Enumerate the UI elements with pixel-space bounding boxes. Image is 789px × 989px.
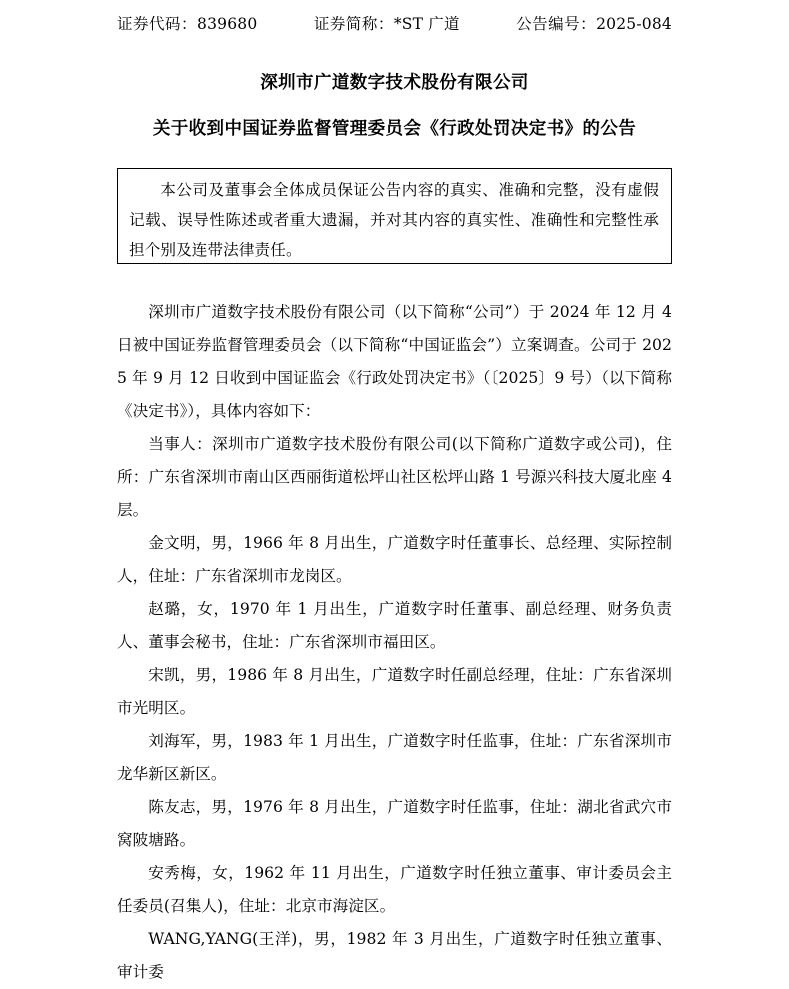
- security-code-label: 证券代码：: [117, 15, 198, 33]
- body-paragraph: 刘海军，男，1983 年 1 月出生，广道数字时任监事，住址：广东省深圳市龙华新区新区。: [117, 732, 672, 783]
- security-abbreviation-value: *ST 广道: [393, 15, 460, 33]
- disclaimer-text: 本公司及董事会全体成员保证公告内容的真实、准确和完整，没有虚假记载、误导性陈述或者重大遗漏，并对其内容的真实性、准确性和完整性承担个别及连带法律责任。: [129, 181, 659, 259]
- body-paragraph: 金文明，男，1966 年 8 月出生，广道数字时任董事长、总经理、实际控制人，住址：广东省深圳市龙岗区。: [117, 534, 672, 585]
- body-paragraph: 陈友志，男，1976 年 8 月出生，广道数字时任监事，住址：湖北省武穴市窝陂塘路。: [117, 798, 672, 849]
- title-company-name: 深圳市广道数字技术股份有限公司: [260, 73, 529, 93]
- body-paragraph: 当事人：深圳市广道数字技术股份有限公司(以下简称广道数字或公司)，住所：广东省深圳市南山区西丽街道松坪山社区松坪山路 1 号源兴科技大厦北座 4 层。: [117, 435, 672, 519]
- body-paragraph: 宋凯，男，1986 年 8 月出生，广道数字时任副总经理，住址：广东省深圳市光明区。: [117, 666, 672, 717]
- notice-number-label: 公告编号：: [516, 15, 597, 33]
- document-header: [117, 13, 672, 35]
- notice-number: [516, 13, 672, 35]
- disclaimer-box: [117, 168, 672, 264]
- body-paragraph: 赵璐，女，1970 年 1 月出生，广道数字时任董事、副总经理、财务负责人、董事会秘书，住址：广东省深圳市福田区。: [117, 600, 672, 651]
- notice-number-value: 2025-084: [596, 15, 672, 33]
- security-code-value: 839680: [197, 15, 258, 33]
- security-code: [117, 13, 257, 35]
- body-paragraph: WANG,YANG(王洋)，男，1982 年 3 月出生，广道数字时任独立董事、审计委: [117, 930, 672, 981]
- body-paragraph: 深圳市广道数字技术股份有限公司（以下简称“公司”）于 2024 年 12 月 4 日被中国证券监督管理委员会（以下简称“中国证监会”）立案调查。公司于 2025 年 9 月 12 日收到中国证监会《行政处罚决定书》（〔2025〕9 号）（以下简称《决定书》），具体内容如下：: [117, 303, 672, 420]
- document-body: [117, 296, 672, 989]
- page-title: [117, 66, 672, 146]
- security-abbreviation: [314, 13, 460, 35]
- security-abbreviation-label: 证券简称：: [313, 15, 394, 33]
- title-subject: 关于收到中国证券监督管理委员会《行政处罚决定书》的公告: [152, 119, 637, 139]
- body-paragraph: 安秀梅，女，1962 年 11 月出生，广道数字时任独立董事、审计委员会主任委员(召集人)，住址：北京市海淀区。: [117, 864, 672, 915]
